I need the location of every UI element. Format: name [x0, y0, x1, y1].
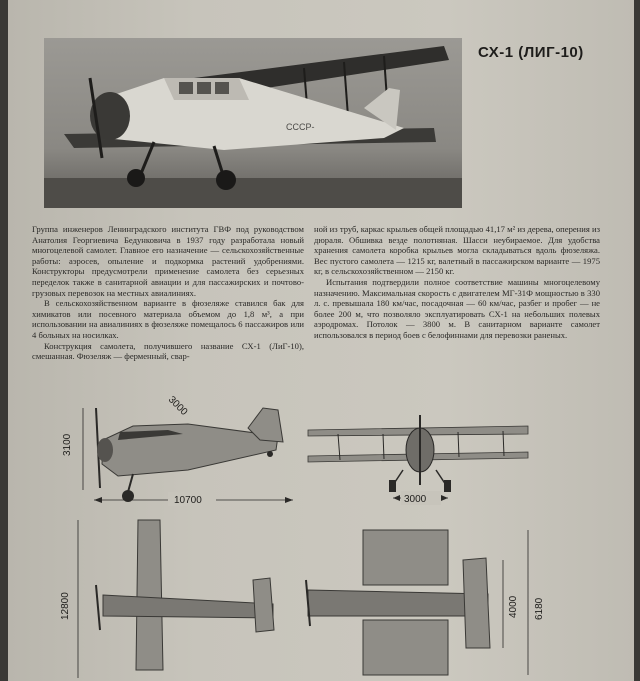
side-view	[62, 394, 293, 506]
folded-view	[306, 530, 545, 675]
paragraph: Группа инженеров Ленинградского института ГВФ под руководством Анатолия Георгиевича Бедунковича в 1937 году разработала новый многоцелевой самолет. Главное его назначение — сельскохозяйственные работы: аэросев, опыление и подкормка растений удобрениями. Конструкторы предусмотрели применение самолета без серьезных переделок также в санитарной авиации и для пассажирских и почтово-грузовых перевозок на местных авиалиниях.	[32, 224, 304, 298]
dimension-folded-width: 4000	[508, 595, 519, 618]
dimension-folded-length: 6180	[534, 597, 545, 620]
paragraph: ной из труб, каркас крыльев общей площадью 41,17 м² из дерева, оперения из дюраля. Обшивка везде полотняная. Шасси неубираемое. Для удобства хранения самолета коробка крыльев могла складываться вдоль фюзеляжа. Вес пустого самолета — 1215 кг, валетный в пассажирском варианте — 1975 кг, в сельскохозяйственном — 2150 кг.	[314, 224, 600, 277]
page-title: СХ-1 (ЛИГ-10)	[478, 44, 584, 61]
paragraph: Испытания подтвердили полное соответствие машины многоцелевому назначению. Максимальная скорость с двигателем МГ-31Ф мощностью в 330 л. с. превышала 180 км/час, посадочная — 60 км/час, разбег и пробег — не более 200 м, что позволяло эксплуатировать СХ-1 на небольших полевых аэродромах. Потолок — 3800 м. В санитарном варианте самолет использовался в период боев с белофиннами для перевозки раненых.	[314, 276, 600, 340]
dimension-prop-diameter: 3000	[165, 394, 190, 418]
paragraph: В сельскохозяйственном варианте в фюзеляже ставился бак для химикатов или посевного материала объемом до 1,8 м³, а при использовании на авиалиниях в фюзеляже помещалось 6 пассажиров или 4 больных на носилках.	[32, 298, 304, 340]
dimension-wingspan: 12800	[60, 592, 71, 620]
text-column-right	[314, 224, 600, 341]
dimension-track: 3000	[404, 494, 427, 505]
three-view-svg	[8, 380, 634, 681]
biplane-photo-illustration	[44, 38, 462, 208]
dimension-height: 3100	[62, 433, 73, 456]
top-view	[60, 520, 274, 678]
aircraft-photo	[44, 38, 462, 208]
registration-marking: СССР-	[286, 122, 315, 132]
paragraph: Конструкция самолета, получившего название СХ-1 (ЛиГ-10), смешанная. Фюзеляж — ферменный, свар-	[32, 340, 304, 362]
dimension-length: 10700	[174, 495, 202, 506]
text-column-left	[32, 224, 304, 362]
front-view	[308, 415, 528, 505]
book-page	[8, 0, 634, 681]
three-view-drawings	[8, 380, 634, 681]
